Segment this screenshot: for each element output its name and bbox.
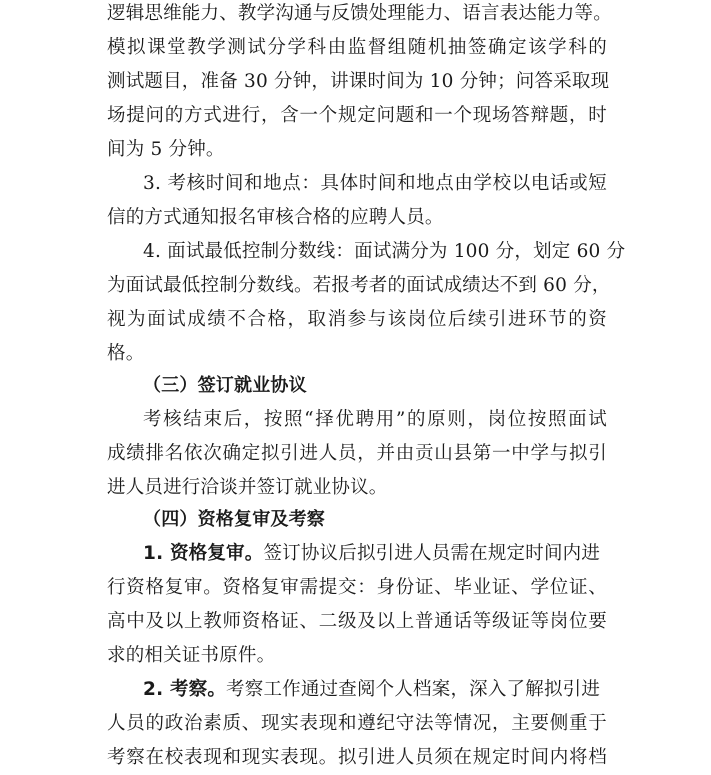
text-line: 高中及以上教师资格证、二级及以上普通话等级证等岗位要 — [107, 611, 607, 632]
text-line: 4. 面试最低控制分数线：面试满分为 100 分，划定 60 分 — [143, 241, 626, 262]
text-line: 为面试最低控制分数线。若报考者的面试成绩达不到 60 分， — [107, 275, 611, 296]
text-line — [143, 673, 607, 707]
text-line: 信的方式通知报名审核合格的应聘人员。 — [107, 207, 444, 228]
text-line: 格。 — [107, 343, 145, 364]
item-label: 2. 考察。 — [143, 679, 227, 700]
text-line: 进人员进行洽谈并签订就业协议。 — [107, 477, 388, 498]
text-line: 测试题目，准备 30 分钟，讲课时间为 10 分钟；问答采取现 — [107, 71, 610, 92]
text-line: 求的相关证书原件。 — [107, 645, 276, 666]
text-line: 间为 5 分钟。 — [107, 139, 225, 160]
text-line: 视为面试成绩不合格，取消参与该岗位后续引进环节的资 — [107, 309, 607, 330]
text-line: 行资格复审。资格复审需提交：身份证、毕业证、学位证、 — [107, 577, 607, 598]
item-text: 考察工作通过查阅个人档案，深入了解拟引进 — [226, 679, 601, 700]
text-line: 模拟课堂教学测试分学科由监督组随机抽签确定该学科的 — [107, 37, 607, 58]
section-heading: （三）签订就业协议 — [143, 375, 307, 396]
text-line: 逻辑思维能力、教学沟通与反馈处理能力、语言表达能力等。 — [107, 3, 612, 24]
text-line: 考察在校表现和现实表现。拟引进人员须在规定时间内将档 — [107, 747, 607, 768]
text-line: 成绩排名依次确定拟引进人员，并由贡山县第一中学与拟引 — [107, 443, 607, 464]
text-line: 3. 考核时间和地点：具体时间和地点由学校以电话或短 — [143, 173, 607, 194]
section-heading: （四）资格复审及考察 — [143, 509, 325, 530]
text-line: 考核结束后，按照“择优聘用”的原则，岗位按照面试 — [143, 409, 607, 430]
text-line: 场提问的方式进行，含一个规定问题和一个现场答辩题，时 — [107, 105, 607, 126]
item-text: 签订协议后拟引进人员需在规定时间内进 — [263, 543, 601, 564]
item-label: 1. 资格复审。 — [143, 543, 264, 564]
text-line: 人员的政治素质、现实表现和遵纪守法等情况，主要侧重于 — [107, 713, 607, 734]
text-line — [143, 537, 607, 571]
